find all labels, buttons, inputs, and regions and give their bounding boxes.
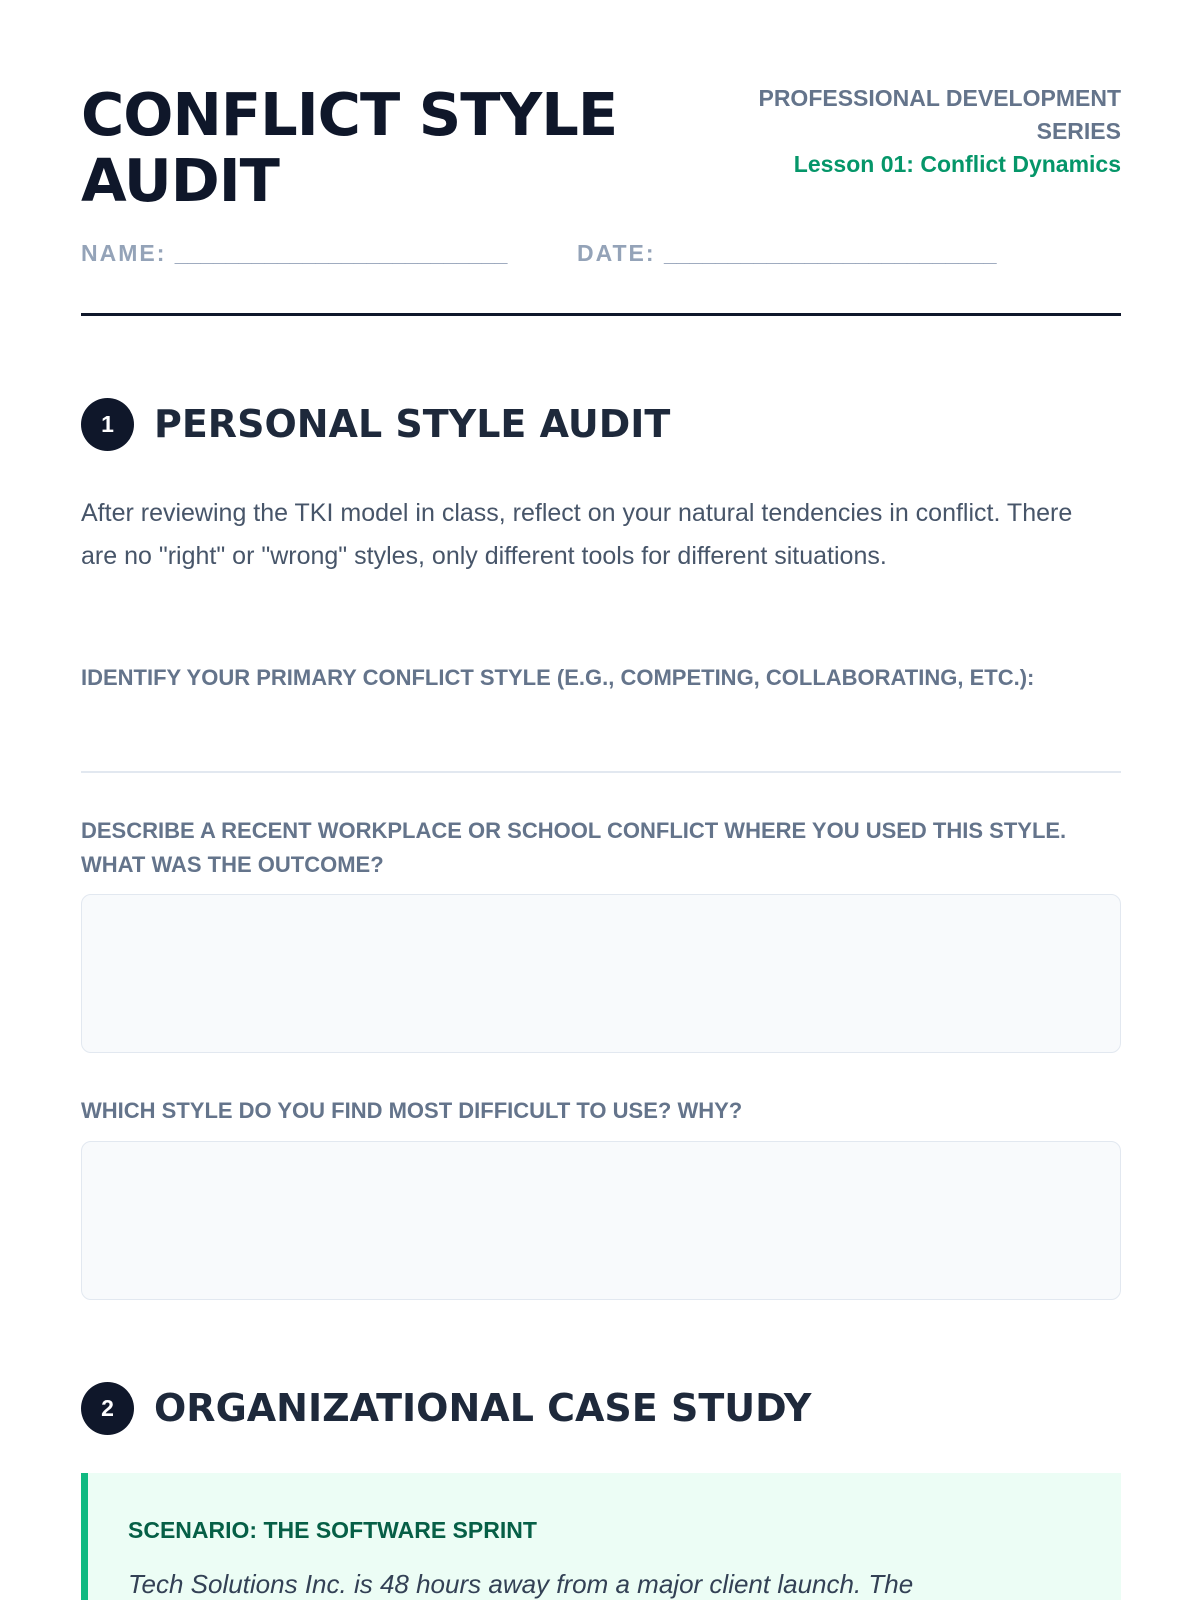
scenario-title: SCENARIO: THE SOFTWARE SPRINT: [128, 1517, 537, 1543]
section-1-intro: After reviewing the TKI model in class, reflect on your natural tendencies in conflict. There are no "right" or "wrong" styles, only different tools for different situations.: [81, 499, 1073, 570]
date-label: DATE:: [577, 240, 656, 266]
name-blank-line: __________________________: [174, 240, 508, 266]
series-info: [701, 82, 1121, 181]
section-1-heading: [81, 396, 1121, 452]
name-field[interactable]: [81, 240, 507, 267]
case-study-scenario: [81, 1473, 1121, 1600]
recent-conflict-question: DESCRIBE A RECENT WORKPLACE OR SCHOOL CONFLICT WHERE YOU USED THIS STYLE. WHAT WAS THE OUTCOME?: [81, 818, 1067, 877]
scenario-text: Tech Solutions Inc. is 48 hours away from a major client launch. The: [128, 1569, 914, 1599]
section-number-badge: 2: [81, 1382, 134, 1435]
student-info-row: [81, 240, 1121, 272]
date-field[interactable]: [577, 240, 997, 267]
difficult-style-question: WHICH STYLE DO YOU FIND MOST DIFFICULT TO USE? WHY?: [81, 1098, 743, 1123]
recent-conflict-answer-box[interactable]: [81, 894, 1121, 1053]
lesson-label: Lesson 01: Conflict Dynamics: [793, 151, 1121, 177]
header-divider: [81, 313, 1121, 316]
primary-style-question: IDENTIFY YOUR PRIMARY CONFLICT STYLE (E.G., COMPETING, COLLABORATING, ETC.):: [81, 665, 1035, 690]
date-blank-line: __________________________: [663, 240, 997, 266]
section-number-badge: 1: [81, 398, 134, 451]
section-title: PERSONAL STYLE AUDIT: [154, 402, 671, 446]
name-label: NAME:: [81, 240, 167, 266]
section-title: ORGANIZATIONAL CASE STUDY: [154, 1386, 812, 1430]
page-title: CONFLICT STYLE AUDIT: [81, 80, 618, 215]
section-2-heading: [81, 1380, 1121, 1436]
series-label: PROFESSIONAL DEVELOPMENT SERIES: [758, 85, 1121, 144]
difficult-style-answer-box[interactable]: [81, 1141, 1121, 1300]
primary-style-answer-line[interactable]: [81, 771, 1121, 773]
